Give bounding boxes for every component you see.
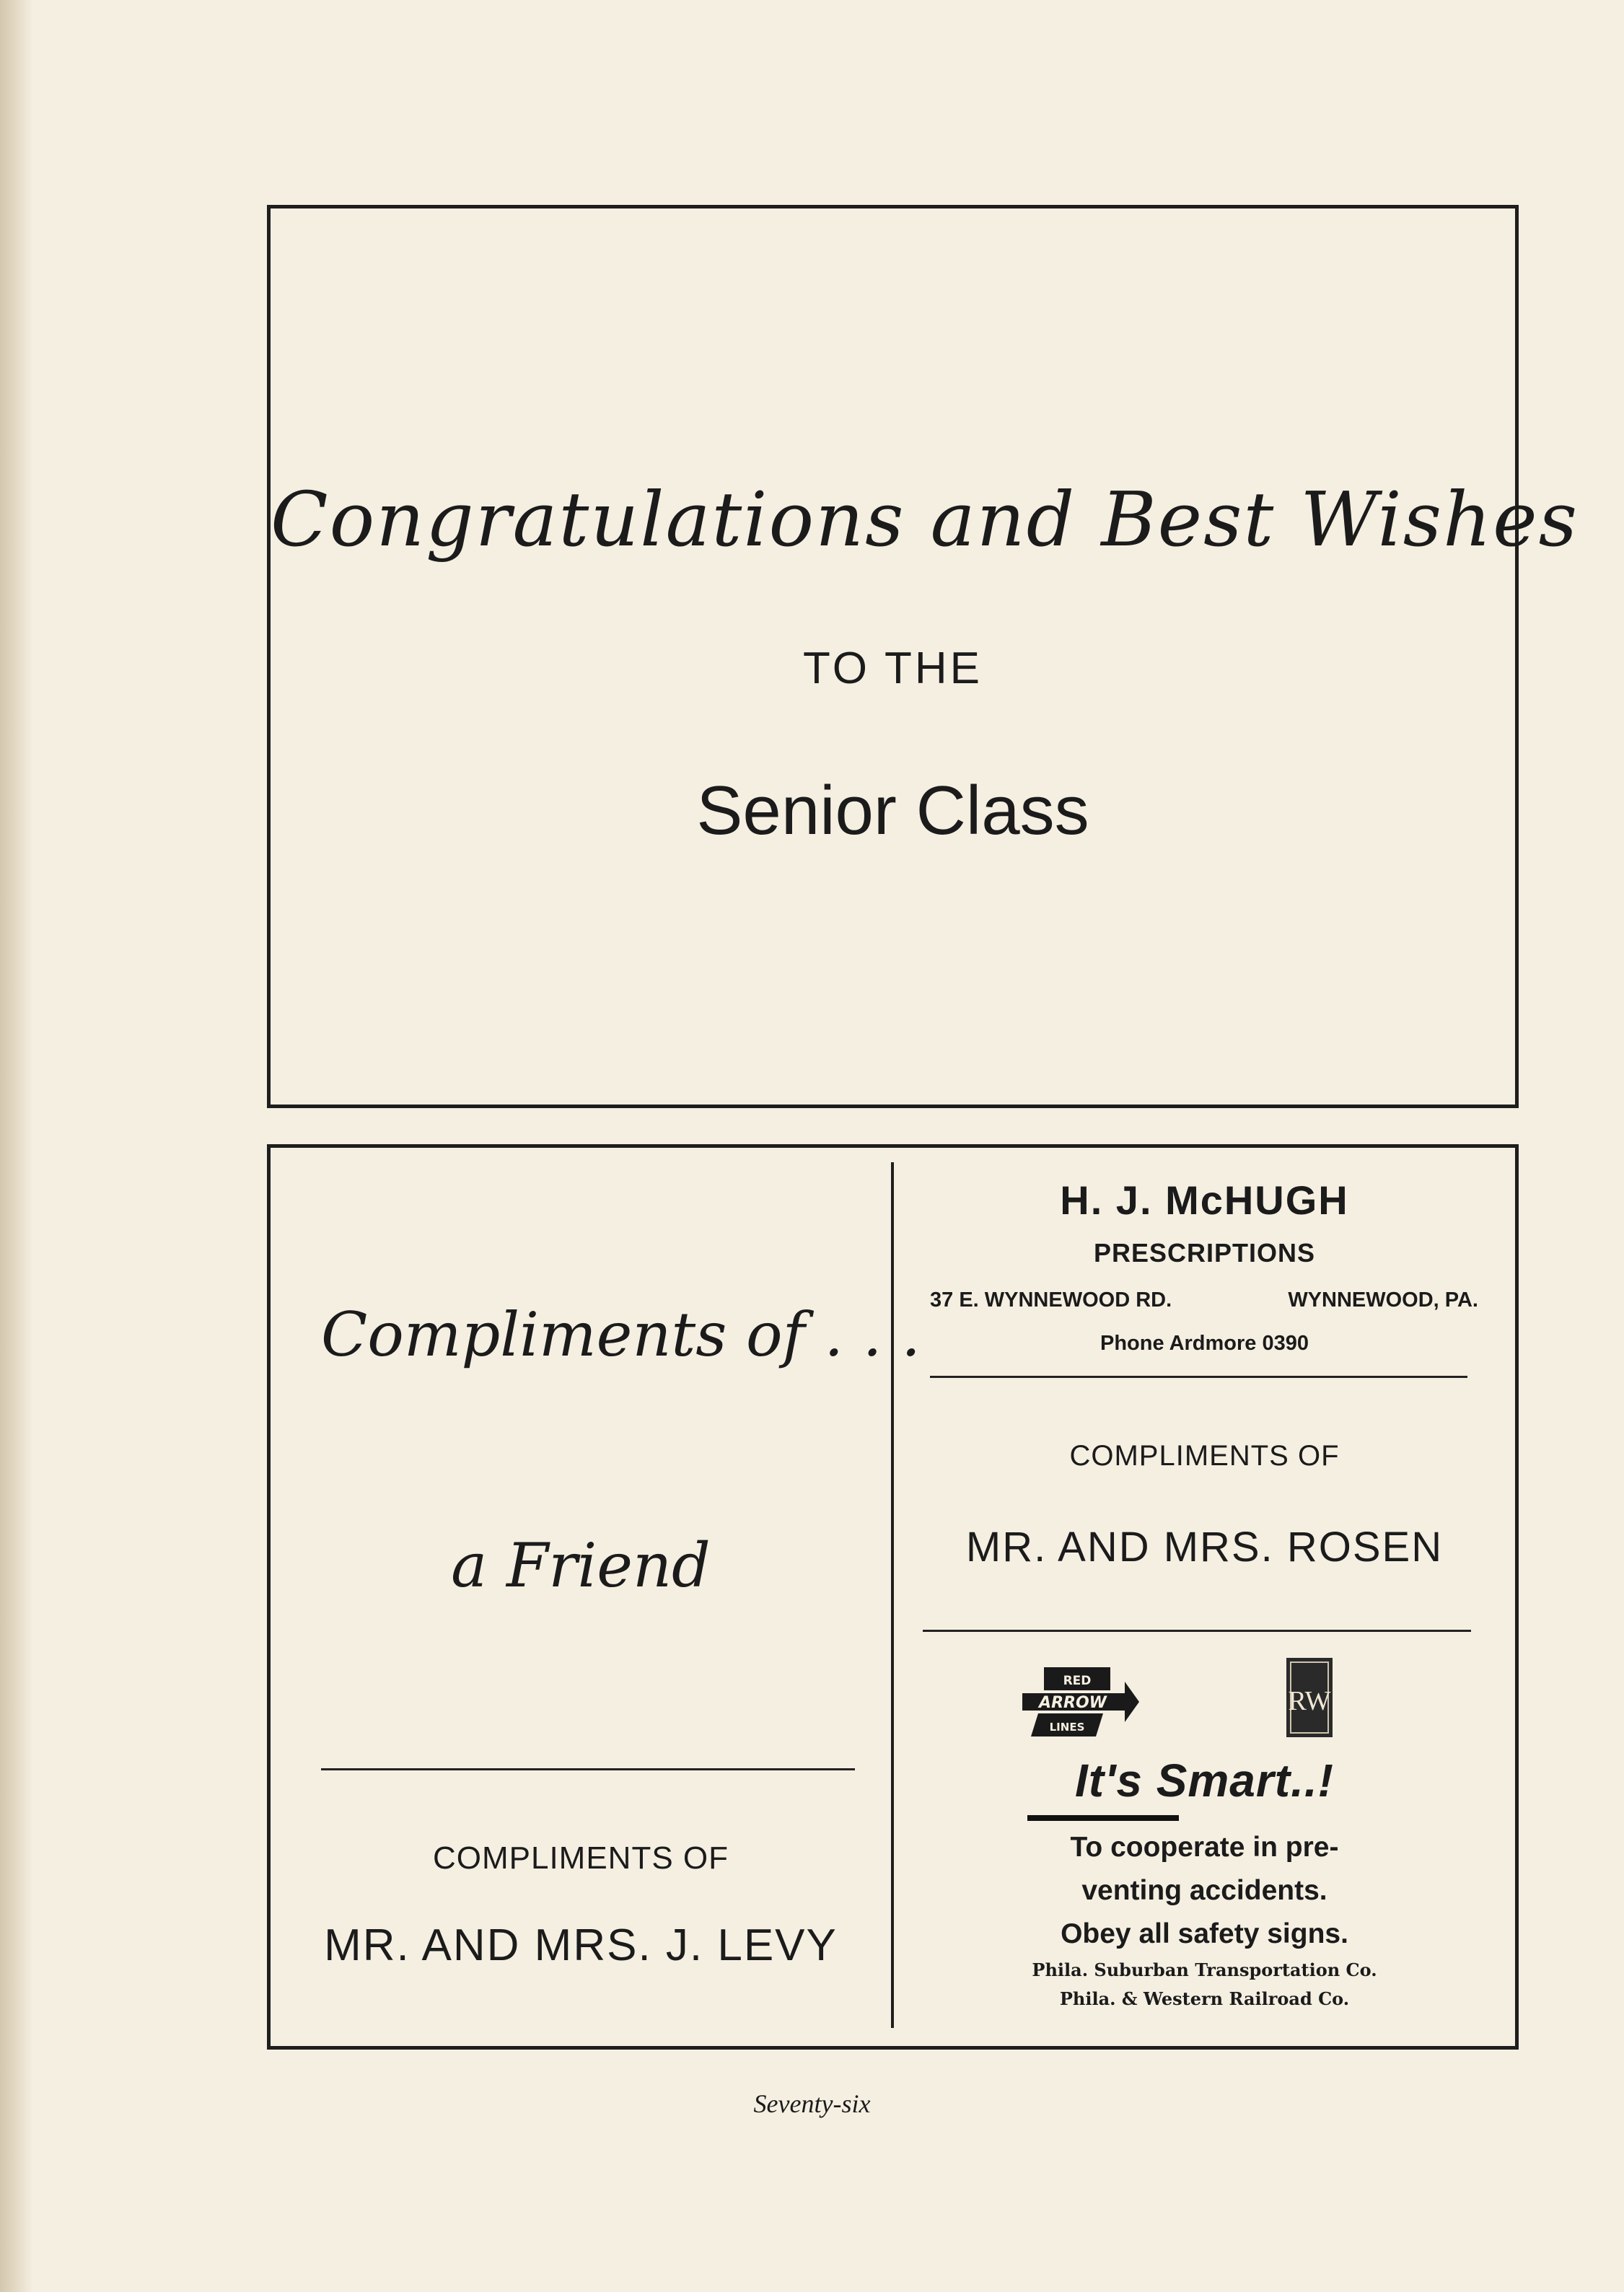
right-column — [894, 1148, 1515, 2046]
red-arrow-lines-logo — [1017, 1664, 1139, 1739]
logo-rw-text: RW — [1288, 1686, 1331, 1716]
to-the-text: TO THE — [802, 644, 983, 693]
mchugh-phone: Phone Ardmore 0390 — [1100, 1332, 1309, 1355]
logo-red-text: RED — [1063, 1674, 1092, 1688]
mchugh-city: WYNNEWOOD, PA. — [1288, 1288, 1478, 1312]
rw-railroad-logo — [1286, 1658, 1333, 1737]
safety-line-1: To cooperate in pre- — [1070, 1832, 1339, 1863]
sponsor-company-1: Phila. Suburban Transportation Co. — [1032, 1959, 1377, 1980]
rosen-compliments-label: COMPLIMENTS OF — [1069, 1440, 1340, 1472]
logo-arrow-text: ARROW — [1039, 1694, 1107, 1712]
page-number: Seventy-six — [753, 2089, 871, 2118]
page-binding-edge — [0, 0, 33, 2292]
mchugh-street: 37 E. WYNNEWOOD RD. — [930, 1288, 1172, 1312]
senior-class-ad — [267, 205, 1579, 1108]
left-column — [271, 1148, 921, 2046]
compliments-of-script: Compliments of . . . — [321, 1299, 921, 1370]
safety-message — [894, 1826, 1515, 1956]
congratulations-headline: Congratulations and Best Wishes — [271, 475, 1579, 563]
mchugh-name: H. J. McHUGH — [1060, 1177, 1349, 1223]
safety-line-2: venting accidents. — [1081, 1875, 1327, 1906]
left-divider-rule — [321, 1768, 855, 1770]
rosen-name: MR. AND MRS. ROSEN — [965, 1524, 1444, 1571]
its-smart-headline: It's Smart..! — [1075, 1755, 1334, 1806]
logo-lines-text: LINES — [1049, 1721, 1085, 1734]
prescriptions-label: PRESCRIPTIONS — [1093, 1238, 1316, 1268]
headline-underline — [1027, 1815, 1179, 1821]
safety-line-3: Obey all safety signs. — [1061, 1918, 1348, 1949]
senior-class-text: Senior Class — [696, 772, 1089, 849]
right-divider-rule-2 — [923, 1630, 1471, 1632]
levy-compliments-label: COMPLIMENTS OF — [432, 1840, 729, 1876]
right-divider-rule-1 — [930, 1376, 1467, 1378]
sponsor-company-2: Phila. & Western Railroad Co. — [1059, 1988, 1350, 2009]
levy-name: MR. AND MRS. J. LEVY — [324, 1920, 838, 1970]
a-friend-text: a Friend — [451, 1530, 711, 1601]
ads-grid — [267, 1144, 1519, 2050]
